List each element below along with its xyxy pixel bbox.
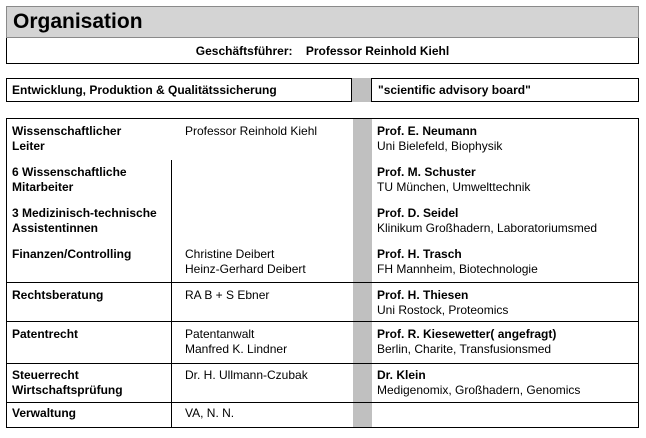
advisory-cell: Prof. H. Trasch FH Mannheim, Biotechnologie xyxy=(377,247,538,276)
advisory-cell: Prof. M. Schuster TU München, Umwelttechnik xyxy=(377,165,531,194)
advisory-cell: Prof. R. Kiesewetter( angefragt) Berlin, Charite, Transfusionsmed xyxy=(377,327,557,356)
table-row xyxy=(7,364,638,403)
table-row xyxy=(7,206,638,246)
table-row xyxy=(7,322,638,364)
person-cell: RA B + S Ebner xyxy=(185,288,270,302)
role-cell: Verwaltung xyxy=(12,406,77,420)
role-cell: 6 Wissenschaftliche Mitarbeiter xyxy=(12,165,127,194)
column-divider xyxy=(171,160,172,428)
table-row xyxy=(7,124,638,164)
advisory-cell: Prof. D. Seidel Klinikum Großhadern, Laboratoriumsmed xyxy=(377,206,598,235)
table-row xyxy=(7,283,638,322)
page-title: Organisation xyxy=(13,10,143,33)
managing-director-name: Professor Reinhold Kiehl xyxy=(305,44,450,58)
role-cell: Steuerrecht Wirtschaftsprüfung xyxy=(12,368,123,397)
role-cell: Patentrecht xyxy=(12,327,79,341)
table-row xyxy=(7,406,638,426)
section-header-advisory-board: "scientific advisory board" xyxy=(371,78,639,102)
managing-director-label: Geschäftsführer: xyxy=(195,44,293,58)
person-cell: Patentanwalt Manfred K. Lindner xyxy=(185,327,288,356)
role-cell: Wissenschaftlicher Leiter xyxy=(12,124,122,153)
person-cell: Christine Deibert Heinz-Gerhard Deibert xyxy=(185,247,306,276)
role-cell: 3 Medizinisch-technische Assistentinnen xyxy=(12,206,157,235)
person-cell: Professor Reinhold Kiehl xyxy=(185,124,318,138)
organisation-table xyxy=(6,118,639,428)
grey-divider-header xyxy=(352,78,371,102)
person-cell: Dr. H. Ullmann-Czubak xyxy=(185,368,308,382)
table-row xyxy=(7,165,638,205)
advisory-cell: Prof. H. Thiesen Uni Rostock, Proteomics xyxy=(377,288,509,317)
section-header-development: Entwicklung, Produktion & Qualitätssicherung xyxy=(6,78,352,102)
title-bar xyxy=(6,6,639,38)
person-cell: VA, N. N. xyxy=(185,406,235,420)
role-cell: Rechtsberatung xyxy=(12,288,104,302)
managing-director-box xyxy=(6,38,639,64)
advisory-cell: Dr. Klein Medigenomix, Großhadern, Genomics xyxy=(377,368,581,397)
table-row xyxy=(7,247,638,283)
role-cell: Finanzen/Controlling xyxy=(12,247,132,261)
advisory-cell: Prof. E. Neumann Uni Bielefeld, Biophysik xyxy=(377,124,503,153)
